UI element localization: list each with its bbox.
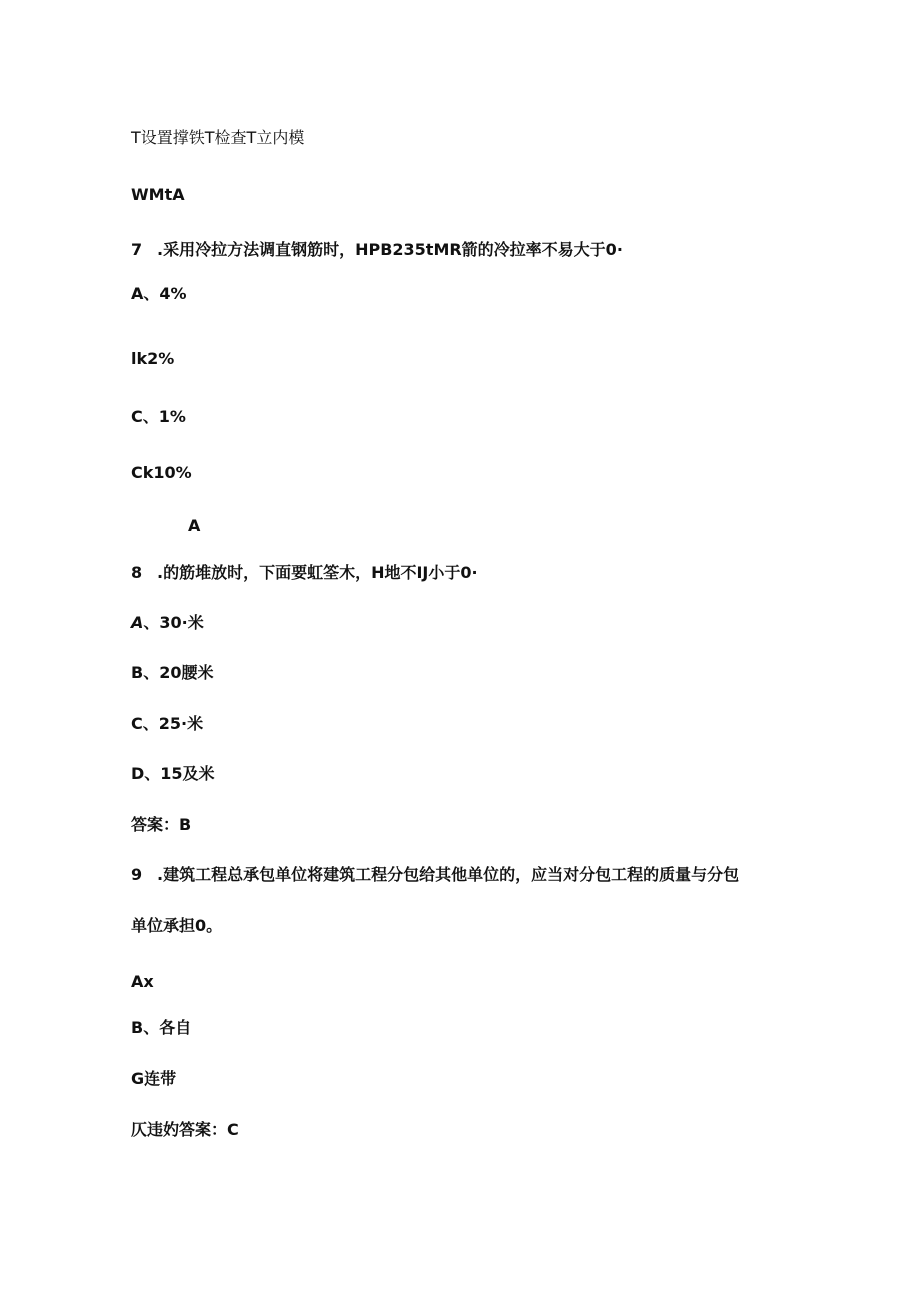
- question-text: .的筋堆放时，下面要虹筌木，H地不IJ小于0·: [157, 563, 478, 582]
- question-text: .采用冷拉方法调直钢筋时，HPB235tMR箭的冷拉率不易大于0·: [157, 240, 623, 259]
- q9-option-d-answer: 仄违妁答案：C: [131, 1120, 239, 1139]
- question-8: [131, 563, 478, 583]
- q8-option-a: [131, 613, 204, 633]
- q7-option-c: C、1%: [131, 407, 186, 426]
- q9-option-c: G连带: [131, 1069, 177, 1088]
- question-number: 9: [131, 865, 143, 884]
- q7-option-b: lk2%: [131, 349, 175, 368]
- q7-answer: A: [188, 516, 201, 535]
- question-7: [131, 240, 623, 260]
- q8-option-c: C、25·米: [131, 714, 204, 733]
- option-text: 、30·米: [143, 613, 204, 632]
- question-number: 8: [131, 563, 143, 582]
- text-line-sequence: T设置撑铁T检查T立内模: [131, 128, 305, 147]
- option-letter: A: [131, 613, 144, 632]
- text-line-answer-garbled: WMtA: [131, 185, 185, 204]
- q7-option-d: Ck10%: [131, 463, 192, 482]
- q8-option-d: D、15及米: [131, 764, 215, 783]
- q7-option-a: A、4%: [131, 284, 187, 303]
- q9-option-a: Ax: [131, 972, 154, 991]
- question-9-continuation: 单位承担0。: [131, 916, 223, 935]
- q9-option-b: B、各自: [131, 1018, 192, 1037]
- question-text: .建筑工程总承包单位将建筑工程分包给其他单位的，应当对分包工程的质量与分包: [157, 865, 740, 884]
- q8-answer: 答案：B: [131, 815, 192, 834]
- question-9: [131, 865, 739, 885]
- question-number: 7: [131, 240, 143, 259]
- q8-option-b: B、20腰米: [131, 663, 214, 682]
